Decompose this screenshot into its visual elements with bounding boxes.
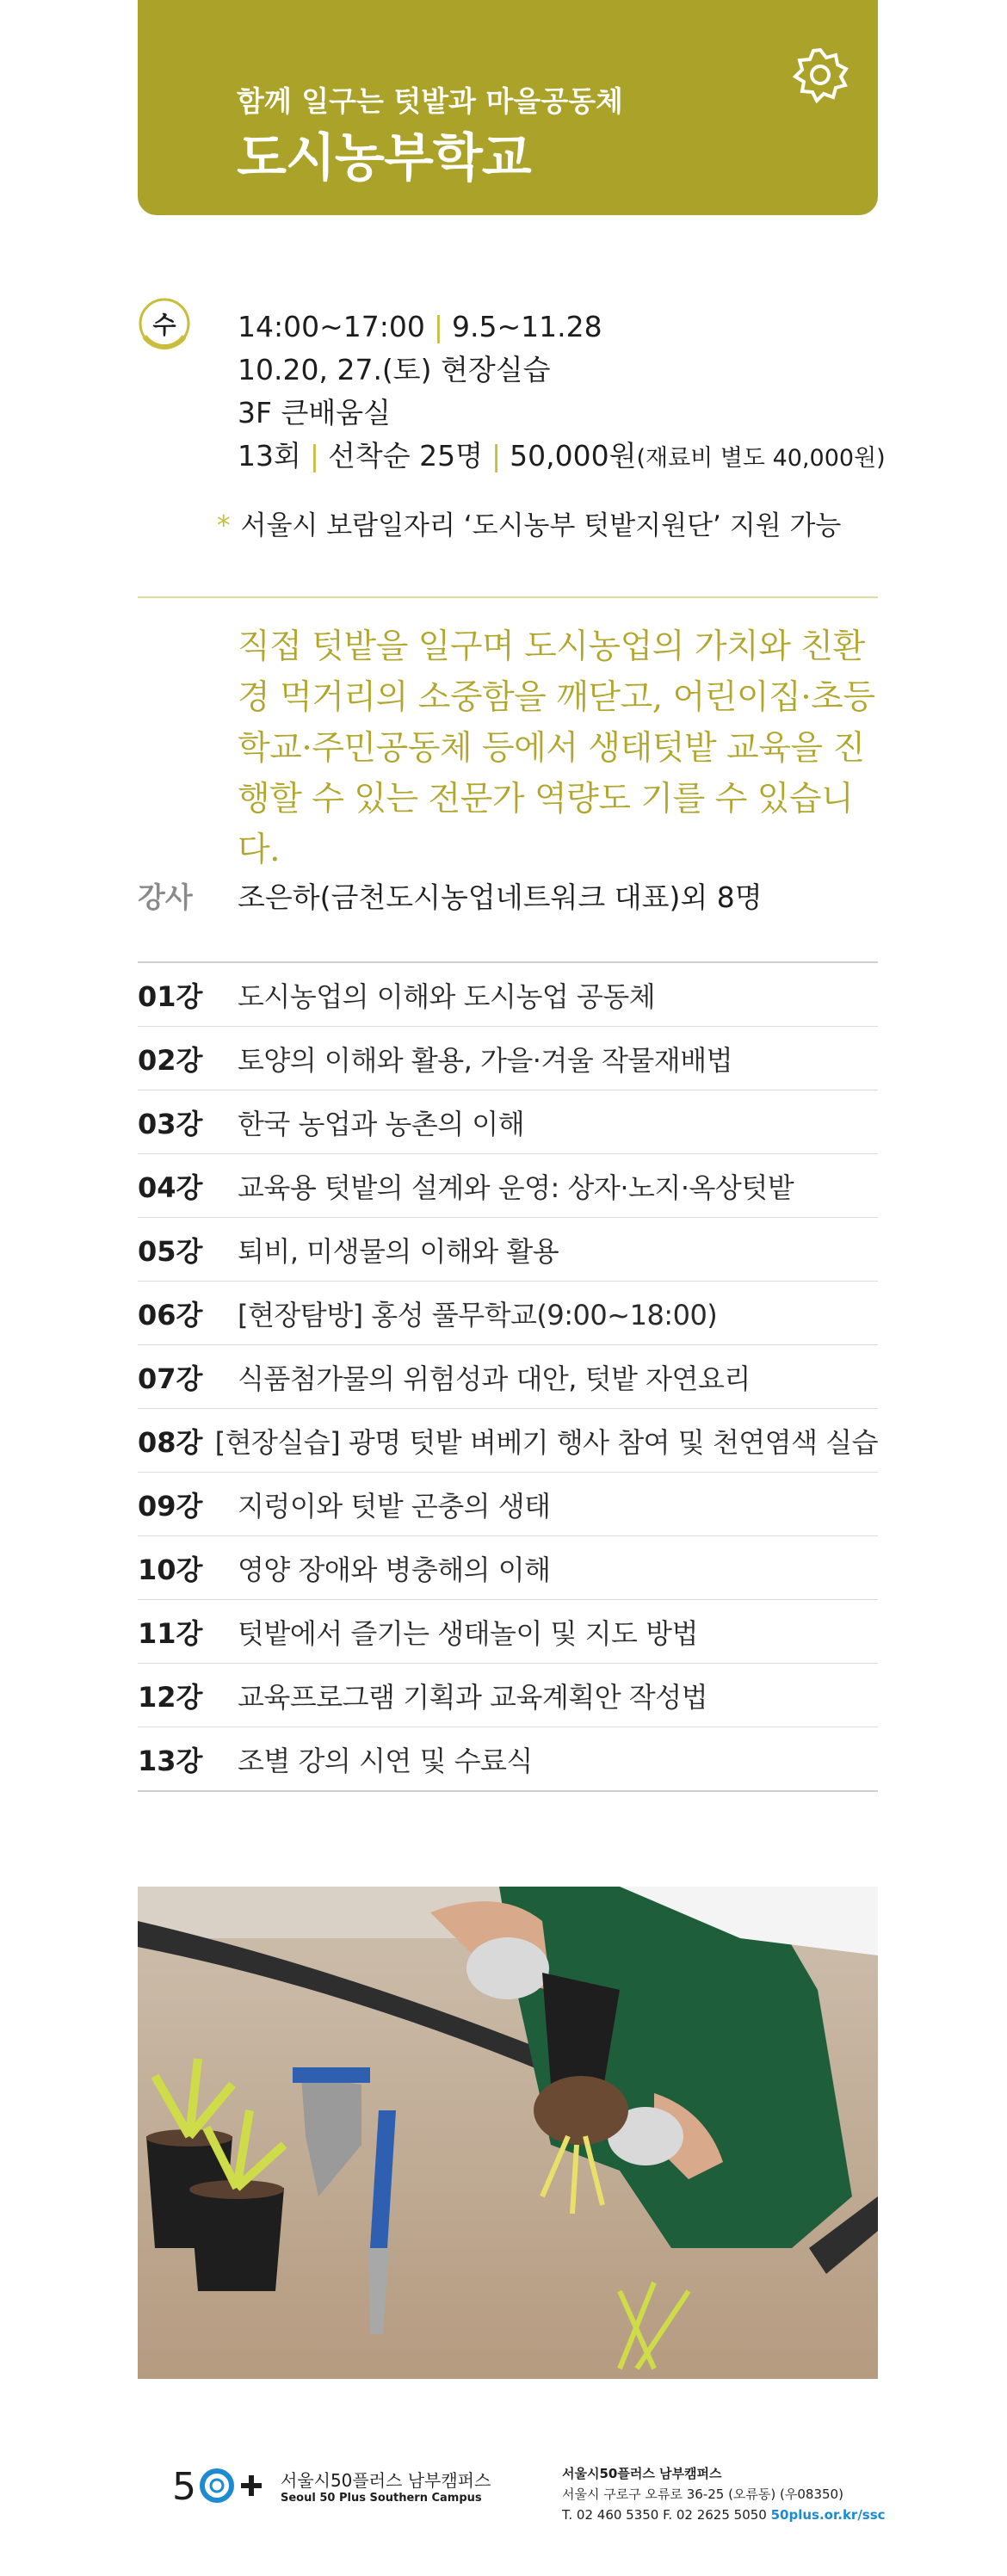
period: 9.5~11.28 <box>451 310 602 343</box>
schedule-info: 14:00~17:00 | 9.5~11.28 10.20, 27.(토) 현장실습 3F 큰배움실 13회 | 선착순 25명 | 50,000원(재료비 별도 40,000원) <box>238 310 886 473</box>
lesson-number: 04강 <box>138 1171 203 1204</box>
support-note <box>217 503 841 542</box>
lesson-number: 12강 <box>138 1680 203 1714</box>
website-link[interactable]: 50plus.or.kr/ssc <box>770 2507 886 2523</box>
lesson-title: 텃밭에서 즐기는 생태놀이 및 지도 방법 <box>238 1616 698 1650</box>
phone-fax: T. 02 460 5350 F. 02 2625 5050 <box>562 2507 767 2523</box>
lesson-title: 도시농업의 이해와 도시농업 공동체 <box>238 979 656 1013</box>
lesson-title: 한국 농업과 농촌의 이해 <box>238 1107 525 1140</box>
campus-logo-icon <box>172 2462 269 2510</box>
capacity: 선착순 25명 <box>328 439 483 473</box>
lecturer-label: 강사 <box>138 880 193 914</box>
lesson-number: 08강 <box>138 1425 203 1459</box>
list-item <box>138 1600 878 1664</box>
note-asterisk: * <box>217 510 231 541</box>
list-item <box>138 963 878 1027</box>
intro-text: 직접 텃밭을 일구며 도시농업의 가치와 친환경 먹거리의 소중함을 깨닫고, 어린이집·초등학교·주민공동체 등에서 생태텃밭 교육을 진행할 수 있는 전문가 역량도 기를 수 있습니다. <box>238 627 875 869</box>
list-item <box>138 1090 878 1154</box>
list-item <box>138 1282 878 1345</box>
sessions: 13회 <box>238 439 301 473</box>
header-subtitle: 함께 일구는 텃밭과 마을공동체 <box>237 84 623 118</box>
list-item <box>138 1664 878 1727</box>
address: 서울시 구로구 오류로 36-25 (오류동) (우08350) <box>562 2486 843 2502</box>
gardening-photo <box>138 1887 878 2379</box>
header-banner <box>138 0 878 215</box>
field-practice: 10.20, 27.(토) 현장실습 <box>238 353 551 386</box>
lesson-title: 토양의 이해와 활용, 가을·겨울 작물재배법 <box>238 1043 733 1077</box>
lesson-title: [현장실습] 광명 텃밭 벼베기 행사 참여 및 천연염색 실습 <box>214 1425 878 1459</box>
lesson-number: 07강 <box>138 1362 203 1395</box>
lesson-title: 영양 장애와 병충해의 이해 <box>238 1553 551 1586</box>
lesson-title: 교육용 텃밭의 설계와 운영: 상자·노지·옥상텃밭 <box>238 1171 794 1204</box>
lesson-list <box>138 961 878 1792</box>
fee: 50,000원 <box>510 439 637 473</box>
lesson-title: [현장탐방] 홍성 풀무학교(9:00~18:00) <box>238 1298 718 1331</box>
list-item <box>138 1409 878 1473</box>
list-item <box>138 1027 878 1090</box>
campus-name-en: Seoul 50 Plus Southern Campus <box>281 2492 482 2505</box>
lesson-title: 지렁이와 텃밭 곤충의 생태 <box>238 1489 551 1523</box>
list-item <box>138 1345 878 1409</box>
list-item <box>138 1536 878 1600</box>
lesson-number: 06강 <box>138 1298 203 1331</box>
logo-digit: 5 <box>172 2465 196 2509</box>
list-item <box>138 1727 878 1792</box>
time: 14:00~17:00 <box>238 310 425 343</box>
lesson-title: 퇴비, 미생물의 이해와 활용 <box>238 1234 559 1268</box>
contact-block <box>562 2463 886 2525</box>
list-item <box>138 1218 878 1282</box>
lecturer-row <box>138 875 763 916</box>
lesson-number: 05강 <box>138 1234 203 1268</box>
lesson-number: 13강 <box>138 1744 203 1777</box>
list-item <box>138 1154 878 1218</box>
day-label: 수 <box>152 311 176 339</box>
list-item <box>138 1473 878 1536</box>
lesson-number: 03강 <box>138 1107 203 1140</box>
lesson-number: 10강 <box>138 1553 203 1586</box>
page-title: 도시농부학교 <box>237 128 531 188</box>
lesson-number: 01강 <box>138 979 203 1013</box>
lesson-number: 11강 <box>138 1616 203 1650</box>
room: 3F 큰배움실 <box>238 396 391 429</box>
day-badge-icon <box>138 297 191 350</box>
lesson-title: 식품첨가물의 위험성과 대안, 텃밭 자연요리 <box>238 1362 751 1395</box>
lesson-title: 조별 강의 시연 및 수료식 <box>238 1744 533 1777</box>
lesson-title: 교육프로그램 기획과 교육계획안 작성법 <box>238 1680 708 1714</box>
campus-name: 서울시50플러스 남부캠퍼스 <box>281 2470 491 2491</box>
flower-gear-icon <box>790 45 850 105</box>
lesson-number: 02강 <box>138 1043 203 1077</box>
lesson-number: 09강 <box>138 1489 203 1523</box>
divider <box>138 596 878 598</box>
lecturer-name: 조은하(금천도시농업네트워크 대표)외 8명 <box>238 880 763 914</box>
contact-title: 서울시50플러스 남부캠퍼스 <box>562 2466 722 2481</box>
note-text: 서울시 보람일자리 ‘도시농부 텃밭지원단’ 지원 가능 <box>240 510 842 541</box>
fee-note: (재료비 별도 40,000원) <box>636 445 886 472</box>
